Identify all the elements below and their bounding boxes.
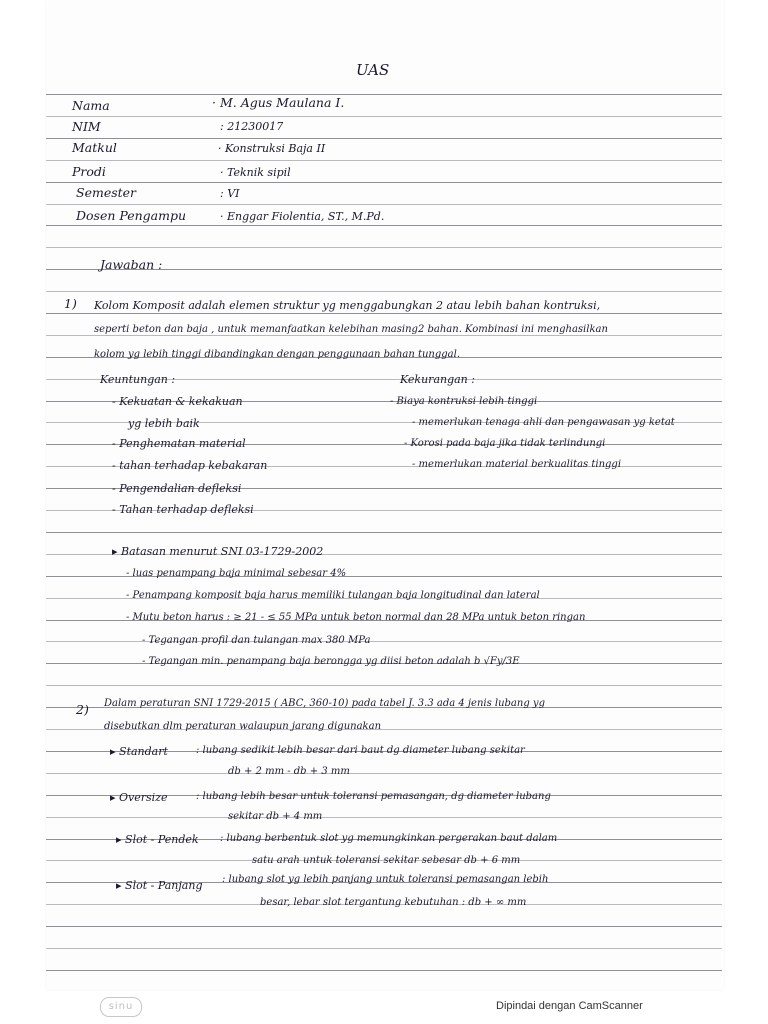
kekurangan-label: Kekurangan : (400, 373, 475, 386)
ruled-line (46, 532, 722, 533)
answer1-intro-line2: seperti beton dan baja , untuk memanfaatkan kelebihan masing2 bahan. Kombinasi ini menghasilkan (94, 324, 608, 335)
batasan-item-1: - luas penampang baja minimal sebesar 4% (126, 568, 347, 579)
keuntungan-item-3: - Penghematan material (112, 437, 246, 450)
answer2-intro-line2: disebutkan dlm peraturan walaupun jarang digunakan (104, 721, 382, 732)
batasan-item-2: - Penampang komposit baja harus memiliki tulangan baja longitudinal dan lateral (126, 590, 540, 601)
hole-type-standart: ▸ Standart (110, 745, 168, 758)
hole-type-oversize-name: Oversize (119, 791, 168, 804)
matkul-text: Konstruksi Baja II (225, 142, 326, 155)
dosen-text: Enggar Fiolentia, ST., M.Pd. (227, 210, 385, 223)
nim-text: 21230017 (227, 120, 284, 133)
nama-text: M. Agus Maulana I. (219, 95, 345, 110)
batasan-item-5: - Tegangan min. penampang baja berongga yg diisi beton adalah b √Fy/3E (142, 656, 520, 667)
dosen-value: · Enggar Fiolentia, ST., M.Pd. (220, 210, 385, 223)
ruled-line (46, 313, 722, 314)
kekurangan-item-1: - Biaya kontruksi lebih tinggi (390, 396, 538, 407)
page-title: UAS (356, 61, 390, 79)
ruled-line (46, 335, 722, 336)
batasan-heading: ▸ Batasan menurut SNI 03-1729-2002 (112, 545, 324, 558)
hole-type-slot-panjang-name: Slot - Panjang (125, 879, 203, 892)
ruled-line (46, 160, 722, 161)
camscanner-watermark: Dipindai dengan CamScanner (496, 1000, 643, 1012)
batasan-heading-text: Batasan menurut SNI 03-1729-2002 (121, 545, 324, 558)
answer1-number: 1) (64, 296, 77, 311)
ruled-line (46, 948, 722, 949)
keuntungan-item-2: yg lebih baik (128, 417, 200, 430)
answer1-intro-line1: Kolom Komposit adalah elemen struktur yg menggabungkan 2 atau lebih bahan kontruksi, (94, 299, 601, 312)
kekurangan-item-2: - memerlukan tenaga ahli dan pengawasan yg ketat (412, 417, 675, 428)
hole-type-slot-pendek-desc2: satu arah untuk toleransi sekitar sebesar db + 6 mm (252, 855, 521, 866)
ruled-line (46, 138, 722, 139)
matkul-value: · Konstruksi Baja II (218, 142, 326, 155)
hole-type-slot-pendek-desc1: : lubang berbentuk slot yg memungkinkan pergerakan baut dalam (220, 833, 558, 844)
hole-type-slot-pendek-name: Slot - Pendek (125, 833, 199, 846)
notebook-brand-stamp: sinu (100, 997, 142, 1017)
ruled-line (46, 204, 722, 205)
dosen-label: Dosen Pengampu (76, 208, 187, 223)
ruled-line (46, 817, 722, 818)
batasan-item-4: - Tegangan profil dan tulangan max 380 MPa (142, 635, 371, 646)
keuntungan-item-4: - tahan terhadap kebakaran (112, 459, 268, 472)
ruled-line (46, 94, 722, 95)
batasan-item-3: - Mutu beton harus : ≥ 21 - ≤ 55 MPa untuk beton normal dan 28 MPa untuk beton ringan (126, 612, 586, 623)
kekurangan-item-4: - memerlukan material berkualitas tinggi (412, 459, 622, 470)
ruled-line (46, 685, 722, 686)
ruled-line (46, 182, 722, 183)
ruled-line (46, 970, 722, 971)
answer2-intro-line1: Dalam peraturan SNI 1729-2015 ( ABC, 360-10) pada tabel J. 3.3 ada 4 jenis lubang yg (104, 698, 545, 709)
nama-value: · M. Agus Maulana I. (212, 95, 345, 110)
ruled-line (46, 247, 722, 248)
hole-type-oversize-desc1: : lubang lebih besar untuk toleransi pemasangan, dg diameter lubang (196, 791, 551, 802)
hole-type-slot-panjang: ▸ Slot - Panjang (116, 879, 203, 892)
keuntungan-item-1: - Kekuatan & kekakuan (112, 395, 243, 408)
ruled-line (46, 773, 722, 774)
ruled-line (46, 225, 722, 226)
nama-label: Nama (72, 98, 110, 113)
ruled-line (46, 291, 722, 292)
semester-text: VI (227, 187, 240, 200)
nim-label: NIM (72, 119, 101, 134)
hole-type-oversize-desc2: sekitar db + 4 mm (228, 811, 323, 822)
keuntungan-item-5: - Pengendalian defleksi (112, 482, 242, 495)
keuntungan-label: Keuntungan : (100, 373, 176, 386)
keuntungan-item-6: - Tahan terhadap defleksi (112, 503, 254, 516)
hole-type-slot-panjang-desc2: besar, lebar slot tergantung kebutuhan : db + ∞ mm (260, 897, 527, 908)
semester-value: : VI (220, 187, 240, 200)
matkul-label: Matkul (72, 140, 117, 155)
kekurangan-item-3: - Korosi pada baja jika tidak terlindungi (404, 438, 606, 449)
ruled-line (46, 116, 722, 117)
hole-type-standart-desc2: db + 2 mm - db + 3 mm (228, 766, 350, 777)
nim-value: : 21230017 (220, 120, 284, 133)
jawaban-label: Jawaban : (100, 257, 163, 272)
semester-label: Semester (76, 185, 137, 200)
prodi-label: Prodi (72, 164, 106, 179)
answer2-number: 2) (76, 702, 89, 717)
answer1-intro-line3: kolom yg lebih tinggi dibandingkan dengan penggunaan bahan tunggal. (94, 349, 461, 360)
hole-type-oversize: ▸ Oversize (110, 791, 168, 804)
hole-type-slot-pendek: ▸ Slot - Pendek (116, 833, 199, 846)
ruled-line (46, 926, 722, 927)
hole-type-standart-name: Standart (119, 745, 168, 758)
jawaban-text: Jawaban (100, 257, 155, 272)
hole-type-standart-desc1: : lubang sedikit lebih besar dari baut dg diameter lubang sekitar (196, 745, 525, 756)
prodi-value: · Teknik sipil (220, 166, 291, 179)
prodi-text: Teknik sipil (227, 166, 291, 179)
hole-type-slot-panjang-desc1: : lubang slot yg lebih panjang untuk toleransi pemasangan lebih (222, 874, 549, 885)
